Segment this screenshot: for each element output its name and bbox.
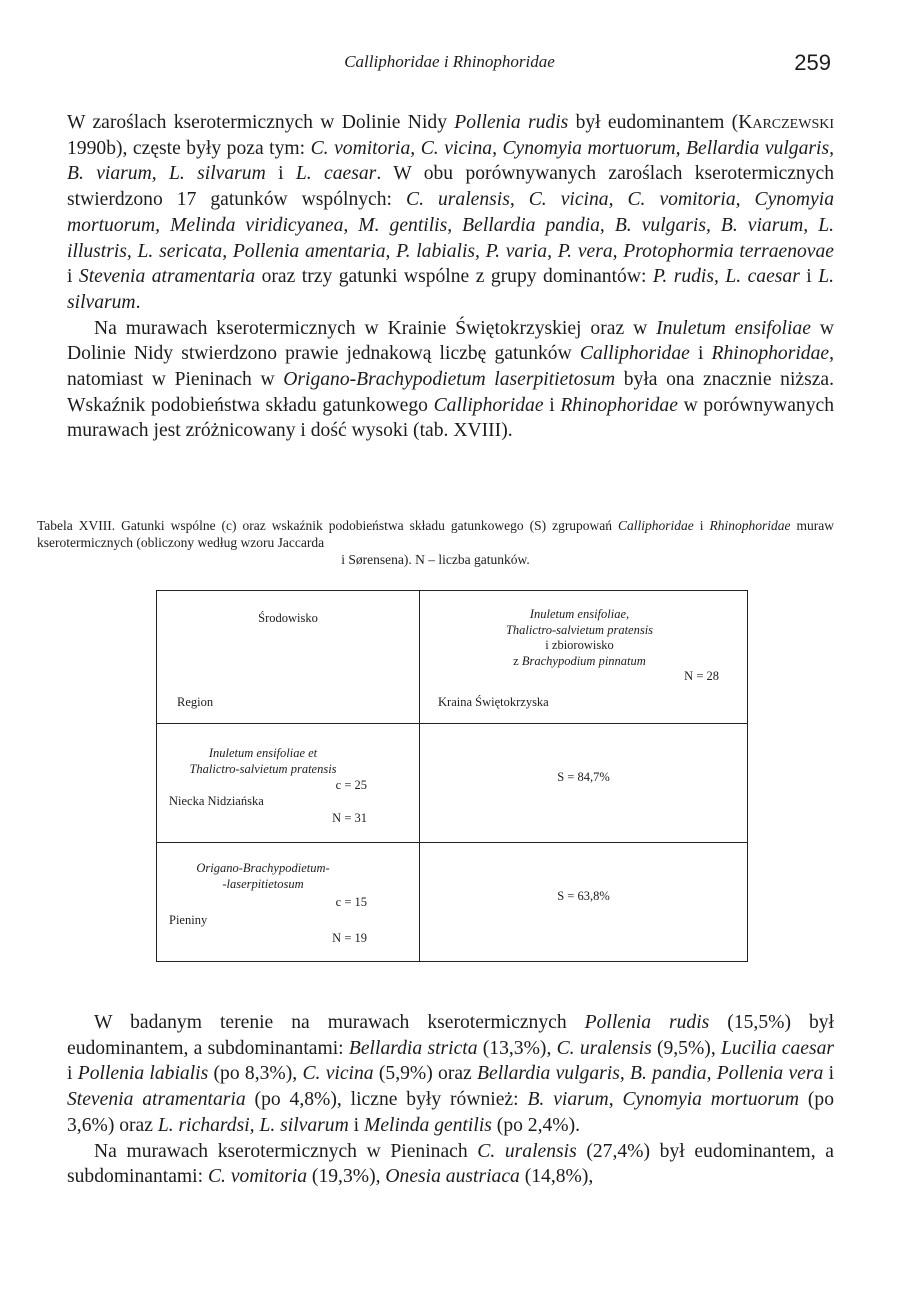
row-common-species: c = 15 — [335, 895, 367, 909]
row-species-count: N = 31 — [332, 811, 367, 825]
row-header-cell — [157, 724, 420, 843]
body-text-upper — [67, 110, 834, 444]
row-region: Niecka Nidziańska — [169, 794, 264, 808]
row-region: Pieniny — [169, 913, 208, 927]
column-description — [426, 607, 733, 685]
header-corner-cell — [157, 591, 420, 724]
row-name-line: Inuletum ensifoliae et — [208, 746, 318, 760]
column-desc-line: i zbiorowisko — [545, 638, 614, 652]
running-title: Calliphoridae i Rhinophoridae — [344, 52, 555, 71]
column-desc-line: Thalictro-salvietum pratensis — [505, 622, 654, 637]
paragraph: W badanym terenie na murawach kserotermicznych Pollenia rudis (15,5%) był eudominantem, a subdominantami: Bellardia stricta (13,3%), C. uralensis (9,5%), Lucilia caesar i Pollenia labialis (po 8,3%), C. vicina (5,9%) oraz Bellardia vulgaris, B. pandia, Pollenia vera i Stevenia atramentaria (po 4,8%), liczne były również: B. viarum, Cynomyia mortuorum (po 3,6%) oraz L. richardsi, L. silvarum i Melinda gentilis (po 2,4%). — [67, 1012, 835, 1136]
page-number: 259 — [794, 50, 831, 75]
header-environment: Środowisko — [258, 611, 318, 625]
table-row — [157, 724, 748, 843]
paragraph: W zaroślach kserotermicznych w Dolinie Nidy Pollenia rudis był eudominantem (Karczewski 1990b), częste były poza tym: C. vomitoria, C. vicina, Cynomyia mortuorum, Bellardia vulgaris, B. viarum, L. silvarum i L. caesar. W obu porównywanych zaroślach kserotermicznych stwierdzono 17 gatunków wspólnych: C. uralensis, C. vicina, C. vomitoria, Cynomyia mortuorum, Melinda viridicyanea, M. gentilis, Bellardia pandia, B. vulgaris, B. viarum, L. illustris, L. sericata, Pollenia amentaria, P. labialis, P. varia, P. vera, Protophormia terraenovae i Stevenia atramentaria oraz trzy gatunki wspólne z grupy dominantów: P. rudis, L. caesar i L. silvarum. — [67, 112, 835, 313]
row-species-count: N = 19 — [332, 931, 367, 945]
row-community-name — [163, 861, 363, 892]
paragraph: Na murawach kserotermicznych w Pieninach C. uralensis (27,4%) był eudominantem, a subdominantami: C. vomitoria (19,3%), Onesia austriaca (14,8%), — [67, 1140, 834, 1188]
caption-label: Tabela XVIII. — [37, 518, 116, 533]
header-column-cell — [420, 591, 748, 724]
row-common-species: c = 25 — [335, 778, 367, 792]
row-name-line: Thalictro-salvietum pratensis — [189, 761, 337, 776]
row-similarity-value: S = 84,7% — [420, 724, 748, 843]
row-community-name — [163, 746, 363, 777]
header-region: Region — [177, 695, 214, 709]
row-similarity-value: S = 63,8% — [420, 843, 748, 962]
column-location: Kraina Świętokrzyska — [438, 695, 549, 709]
table-row — [157, 843, 748, 962]
row-header-cell — [157, 843, 420, 962]
body-text-lower — [67, 1010, 834, 1190]
row-name-line: Origano-Brachypodietum- — [196, 861, 330, 875]
table-caption: Tabela XVIII. Gatunki wspólne (c) oraz wskaźnik podobieństwa składu gatunkowego (S) zgrupowań Calliphoridae i Rhinophoridae muraw kserotermicznych (obliczony według wzoru Jaccarda i Sørensena). N – liczba gatunków. — [37, 518, 834, 567]
similarity-table — [156, 590, 748, 962]
column-desc-line: Inuletum ensifoliae, — [529, 607, 630, 621]
row-name-line: -laserpitietosum — [222, 876, 304, 891]
column-n: N = 28 — [684, 669, 719, 683]
column-desc-line: z Brachypodium pinnatum — [513, 653, 646, 668]
paragraph: Na murawach kserotermicznych w Krainie Świętokrzyskiej oraz w Inuletum ensifoliae w Dolinie Nidy stwierdzono prawie jednakową liczbę gatunków Calliphoridae i Rhinophoridae, natomiast w Pieninach w Origano-Brachypodietum laserpitietosum była ona znacznie niższa. Wskaźnik podobieństwa składu gatunkowego Calliphoridae i Rhinophoridae w porównywanych murawach jest zróżnicowany i dość wysoki (tab. XVIII). — [67, 317, 835, 442]
running-head — [0, 50, 899, 74]
